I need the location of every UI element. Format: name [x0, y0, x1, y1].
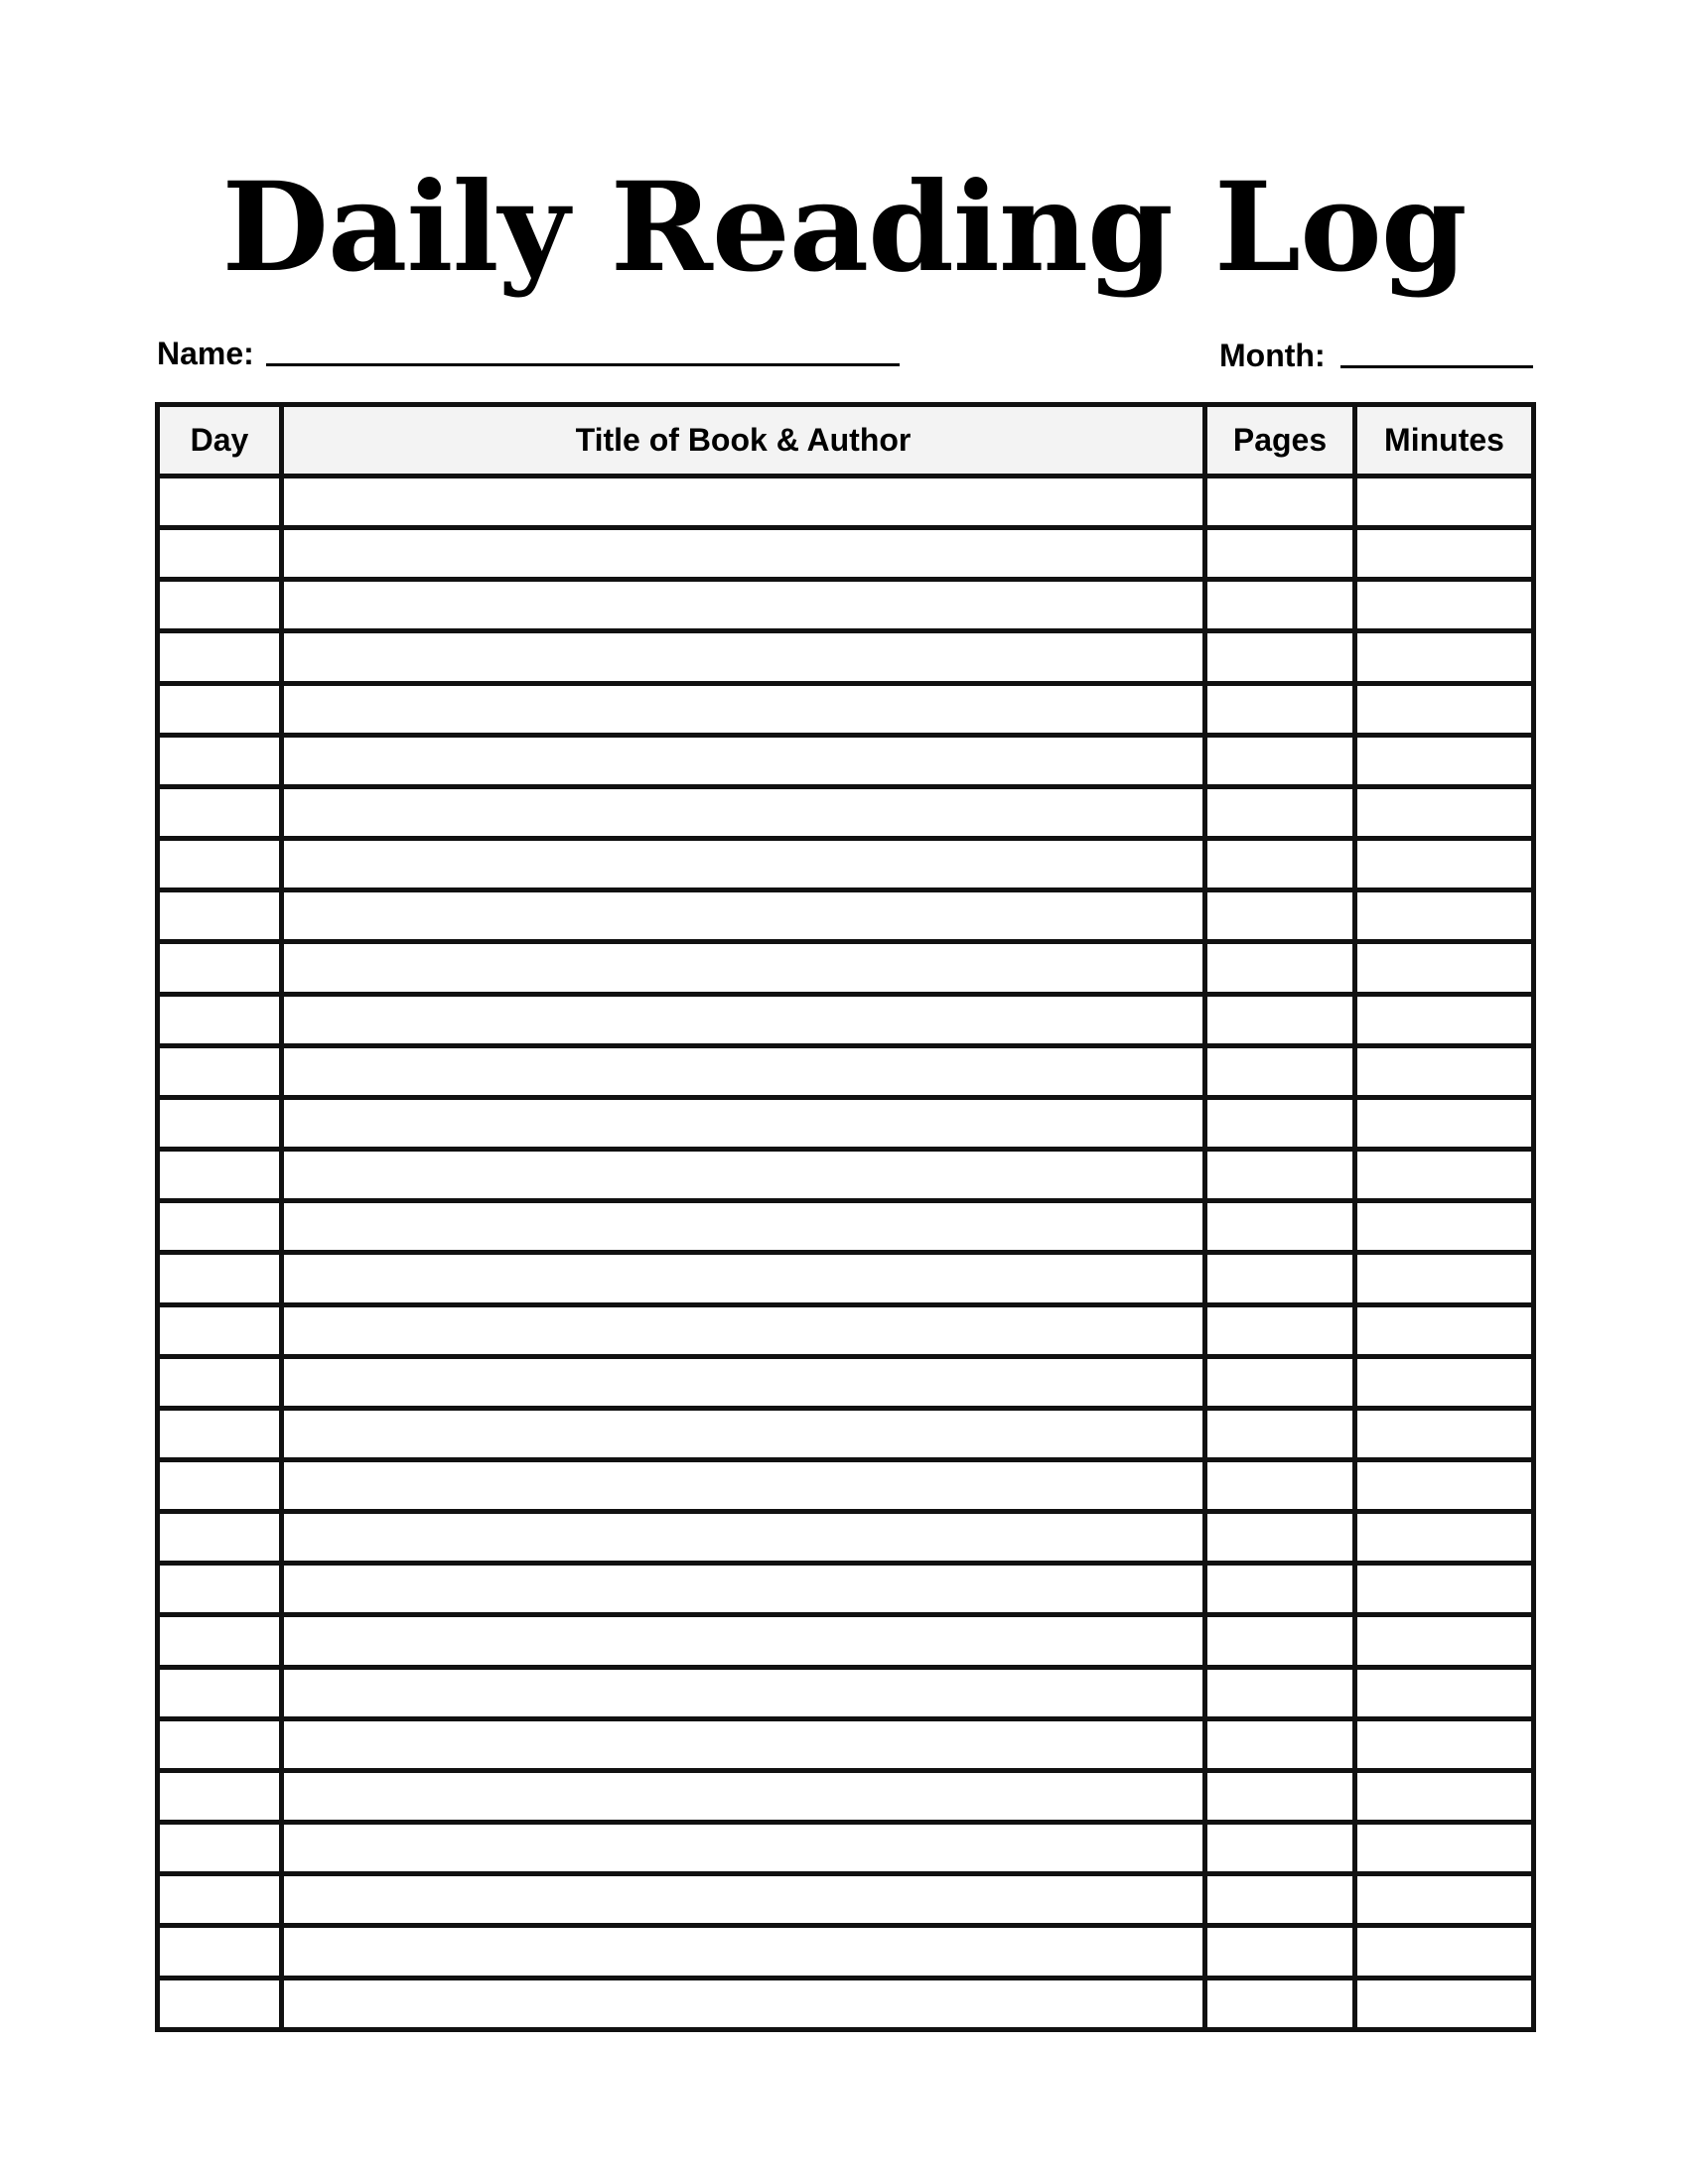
minutes-cell[interactable]: [1355, 1770, 1534, 1822]
pages-cell[interactable]: [1205, 1408, 1355, 1459]
title-author-cell[interactable]: [282, 942, 1205, 994]
day-cell[interactable]: [158, 839, 282, 890]
table-row: [158, 890, 1534, 942]
pages-cell[interactable]: [1205, 1512, 1355, 1564]
minutes-cell[interactable]: [1355, 1564, 1534, 1615]
pages-cell[interactable]: [1205, 580, 1355, 631]
day-cell[interactable]: [158, 1097, 282, 1149]
title-author-cell[interactable]: [282, 735, 1205, 786]
minutes-cell[interactable]: [1355, 942, 1534, 994]
minutes-cell[interactable]: [1355, 1667, 1534, 1718]
title-author-cell[interactable]: [282, 1564, 1205, 1615]
month-label: Month:: [1219, 338, 1326, 373]
title-author-cell[interactable]: [282, 1512, 1205, 1564]
title-author-cell[interactable]: [282, 1304, 1205, 1356]
title-author-cell[interactable]: [282, 1667, 1205, 1718]
table-row: [158, 839, 1534, 890]
minutes-cell[interactable]: [1355, 735, 1534, 786]
pages-cell[interactable]: [1205, 528, 1355, 580]
pages-cell[interactable]: [1205, 1667, 1355, 1718]
table-row: [158, 1615, 1534, 1667]
title-author-cell[interactable]: [282, 1615, 1205, 1667]
table-row: [158, 1304, 1534, 1356]
day-cell[interactable]: [158, 1356, 282, 1408]
day-cell[interactable]: [158, 683, 282, 735]
pages-cell[interactable]: [1205, 1356, 1355, 1408]
day-cell[interactable]: [158, 994, 282, 1045]
title-author-cell[interactable]: [282, 1978, 1205, 2029]
day-cell[interactable]: [158, 1253, 282, 1304]
title-author-cell[interactable]: [282, 1459, 1205, 1511]
table-row: [158, 580, 1534, 631]
pages-cell[interactable]: [1205, 1045, 1355, 1097]
day-cell[interactable]: [158, 1201, 282, 1253]
title-author-cell[interactable]: [282, 1097, 1205, 1149]
day-cell[interactable]: [158, 1823, 282, 1874]
pages-cell[interactable]: [1205, 839, 1355, 890]
header-day: Day: [158, 405, 282, 477]
title-author-cell[interactable]: [282, 528, 1205, 580]
pages-cell[interactable]: [1205, 1564, 1355, 1615]
table-row: [158, 1874, 1534, 1926]
reading-log-table: [155, 402, 1536, 2032]
pages-cell[interactable]: [1205, 1459, 1355, 1511]
header-title-author: Title of Book & Author: [282, 405, 1205, 477]
table-row: [158, 477, 1534, 528]
day-cell[interactable]: [158, 942, 282, 994]
table-header-row: [158, 405, 1534, 477]
table-row: [158, 1253, 1534, 1304]
minutes-cell[interactable]: [1355, 1045, 1534, 1097]
pages-cell[interactable]: [1205, 890, 1355, 942]
minutes-cell[interactable]: [1355, 1304, 1534, 1356]
minutes-cell[interactable]: [1355, 1097, 1534, 1149]
minutes-cell[interactable]: [1355, 890, 1534, 942]
minutes-cell[interactable]: [1355, 1150, 1534, 1201]
title-author-cell[interactable]: [282, 994, 1205, 1045]
title-author-cell[interactable]: [282, 1356, 1205, 1408]
day-cell[interactable]: [158, 1304, 282, 1356]
table-row: [158, 1201, 1534, 1253]
minutes-cell[interactable]: [1355, 1408, 1534, 1459]
pages-cell[interactable]: [1205, 942, 1355, 994]
table-row: [158, 1356, 1534, 1408]
table-row: [158, 1045, 1534, 1097]
day-cell[interactable]: [158, 1874, 282, 1926]
minutes-cell[interactable]: [1355, 1253, 1534, 1304]
table-row: [158, 1564, 1534, 1615]
pages-cell[interactable]: [1205, 1304, 1355, 1356]
day-cell[interactable]: [158, 1408, 282, 1459]
name-label: Name:: [157, 336, 254, 371]
title-author-cell[interactable]: [282, 1201, 1205, 1253]
minutes-cell[interactable]: [1355, 631, 1534, 683]
table-row: [158, 1512, 1534, 1564]
minutes-cell[interactable]: [1355, 1512, 1534, 1564]
pages-cell[interactable]: [1205, 1926, 1355, 1978]
day-cell[interactable]: [158, 1718, 282, 1770]
day-cell[interactable]: [158, 1512, 282, 1564]
minutes-cell[interactable]: [1355, 580, 1534, 631]
title-author-cell[interactable]: [282, 1823, 1205, 1874]
minutes-cell[interactable]: [1355, 1874, 1534, 1926]
table-row: [158, 1718, 1534, 1770]
pages-cell[interactable]: [1205, 735, 1355, 786]
day-cell[interactable]: [158, 1615, 282, 1667]
pages-cell[interactable]: [1205, 631, 1355, 683]
minutes-cell[interactable]: [1355, 994, 1534, 1045]
title-author-cell[interactable]: [282, 683, 1205, 735]
minutes-cell[interactable]: [1355, 1823, 1534, 1874]
table-row: [158, 1408, 1534, 1459]
day-cell[interactable]: [158, 735, 282, 786]
pages-cell[interactable]: [1205, 786, 1355, 838]
table-row: [158, 1770, 1534, 1822]
pages-cell[interactable]: [1205, 477, 1355, 528]
table-row: [158, 786, 1534, 838]
title-author-cell[interactable]: [282, 1770, 1205, 1822]
name-field[interactable]: [266, 363, 900, 366]
minutes-cell[interactable]: [1355, 1356, 1534, 1408]
table-row: [158, 1667, 1534, 1718]
day-cell[interactable]: [158, 786, 282, 838]
title-author-cell[interactable]: [282, 477, 1205, 528]
table-row: [158, 994, 1534, 1045]
table-row: [158, 1978, 1534, 2029]
minutes-cell[interactable]: [1355, 1978, 1534, 2029]
day-cell[interactable]: [158, 1150, 282, 1201]
pages-cell[interactable]: [1205, 1718, 1355, 1770]
day-cell[interactable]: [158, 1045, 282, 1097]
table-row: [158, 1097, 1534, 1149]
title-author-cell[interactable]: [282, 890, 1205, 942]
day-cell[interactable]: [158, 528, 282, 580]
pages-cell[interactable]: [1205, 994, 1355, 1045]
table-row: [158, 528, 1534, 580]
header-pages: Pages: [1205, 405, 1355, 477]
table-row: [158, 631, 1534, 683]
day-cell[interactable]: [158, 631, 282, 683]
minutes-cell[interactable]: [1355, 477, 1534, 528]
minutes-cell[interactable]: [1355, 1201, 1534, 1253]
pages-cell[interactable]: [1205, 1978, 1355, 2029]
day-cell[interactable]: [158, 1667, 282, 1718]
minutes-cell[interactable]: [1355, 839, 1534, 890]
title-author-cell[interactable]: [282, 631, 1205, 683]
title-author-cell[interactable]: [282, 1253, 1205, 1304]
title-author-cell[interactable]: [282, 839, 1205, 890]
title-author-cell[interactable]: [282, 1874, 1205, 1926]
day-cell[interactable]: [158, 477, 282, 528]
title-author-cell[interactable]: [282, 1045, 1205, 1097]
day-cell[interactable]: [158, 580, 282, 631]
table-row: [158, 1823, 1534, 1874]
table-row: [158, 942, 1534, 994]
pages-cell[interactable]: [1205, 1874, 1355, 1926]
title-author-cell[interactable]: [282, 580, 1205, 631]
header-minutes: Minutes: [1355, 405, 1534, 477]
title-author-cell[interactable]: [282, 1718, 1205, 1770]
title-author-cell[interactable]: [282, 1926, 1205, 1978]
title-author-cell[interactable]: [282, 1408, 1205, 1459]
pages-cell[interactable]: [1205, 1097, 1355, 1149]
table-row: [158, 1926, 1534, 1978]
minutes-cell[interactable]: [1355, 528, 1534, 580]
day-cell[interactable]: [158, 1926, 282, 1978]
table-row: [158, 1459, 1534, 1511]
table-row: [158, 1150, 1534, 1201]
minutes-cell[interactable]: [1355, 683, 1534, 735]
minutes-cell[interactable]: [1355, 786, 1534, 838]
minutes-cell[interactable]: [1355, 1926, 1534, 1978]
table-row: [158, 735, 1534, 786]
pages-cell[interactable]: [1205, 1823, 1355, 1874]
minutes-cell[interactable]: [1355, 1615, 1534, 1667]
page-title: Daily Reading Log: [221, 156, 1467, 300]
minutes-cell[interactable]: [1355, 1718, 1534, 1770]
table-body: [158, 477, 1534, 2030]
pages-cell[interactable]: [1205, 1770, 1355, 1822]
table-row: [158, 683, 1534, 735]
day-cell[interactable]: [158, 1770, 282, 1822]
month-field[interactable]: [1340, 365, 1533, 368]
day-cell[interactable]: [158, 890, 282, 942]
pages-cell[interactable]: [1205, 1615, 1355, 1667]
day-cell[interactable]: [158, 1978, 282, 2029]
day-cell[interactable]: [158, 1564, 282, 1615]
pages-cell[interactable]: [1205, 1253, 1355, 1304]
day-cell[interactable]: [158, 1459, 282, 1511]
minutes-cell[interactable]: [1355, 1459, 1534, 1511]
pages-cell[interactable]: [1205, 683, 1355, 735]
title-author-cell[interactable]: [282, 786, 1205, 838]
pages-cell[interactable]: [1205, 1150, 1355, 1201]
title-author-cell[interactable]: [282, 1150, 1205, 1201]
pages-cell[interactable]: [1205, 1201, 1355, 1253]
